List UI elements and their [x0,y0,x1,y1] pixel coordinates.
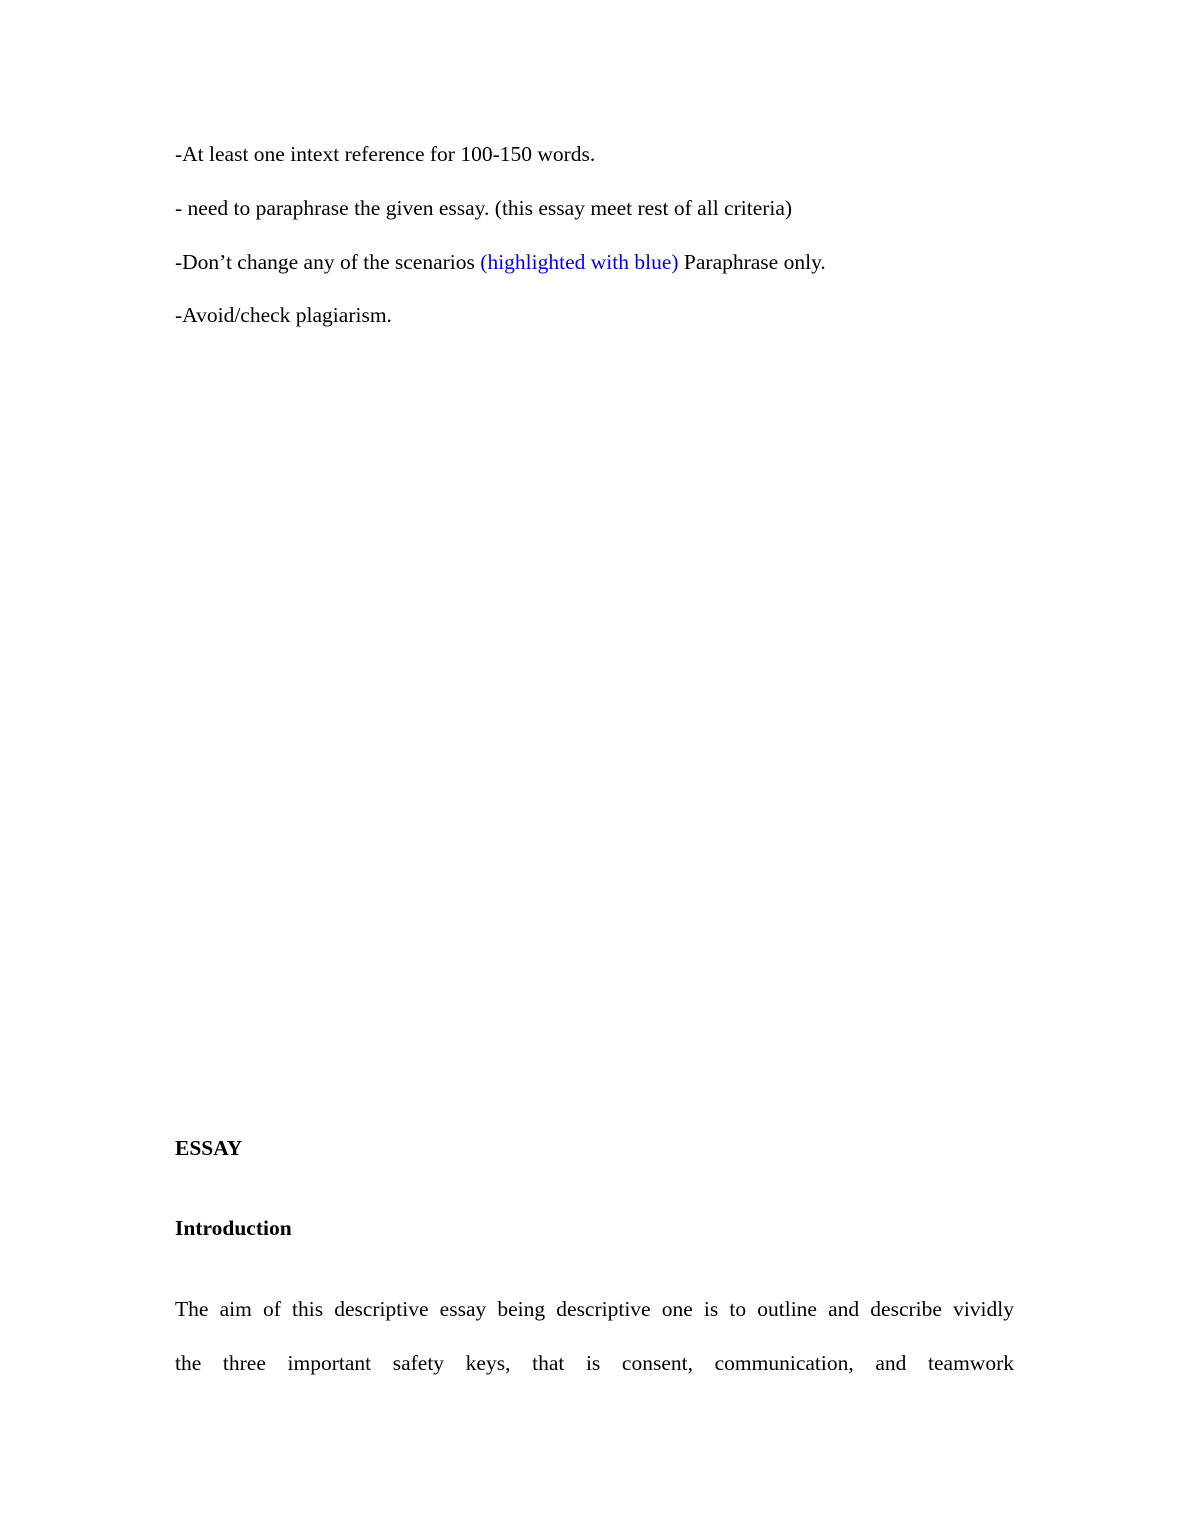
instruction-line-3-text-after: Paraphrase only. [678,250,826,274]
essay-paragraph-line-2: the three important safety keys, that is consent, communication, and teamwork [175,1351,1014,1375]
instruction-line-2: - need to paraphrase the given essay. (this essay meet rest of all criteria) [175,196,793,220]
instruction-line-3-highlight: (highlighted with blue) [480,250,679,274]
instruction-line-1: -At least one intext reference for 100-150 words. [175,142,596,166]
essay-paragraph-line-1: The aim of this descriptive essay being descriptive one is to outline and describe vividly [175,1297,1014,1321]
instruction-line-3-text-before: -Don’t change any of the scenarios [175,250,481,274]
instruction-line-3 [175,249,826,275]
instruction-line-4: -Avoid/check plagiarism. [175,303,392,327]
section-heading-introduction: Introduction [175,1216,292,1240]
essay-title: ESSAY [175,1136,243,1160]
